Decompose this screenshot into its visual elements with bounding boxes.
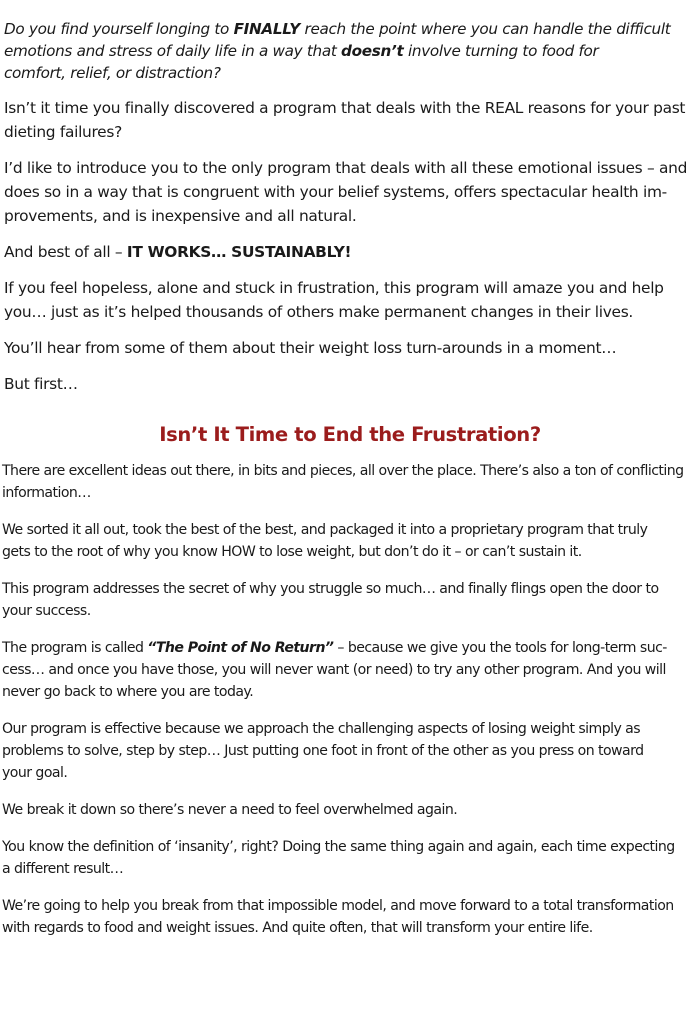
intro-line-1: Do you find yourself longing to FINALLY reach the point where you can handle the difficult [4, 20, 671, 38]
paragraph-introduce: I’d like to introduce you to the only program that deals with all these emotional issues – and does so in a way that is congruent with your belief systems, offers spectacular health im- provements, and is inexpensive and all natural. [4, 159, 688, 225]
body-section [0, 460, 700, 939]
emphasis-finally: FINALLY [233, 20, 300, 38]
section-headline: Isn’t It Time to End the Frustration? [159, 423, 541, 446]
paragraph-but-first: But first… [4, 375, 78, 393]
paragraph-real-reasons: Isn’t it time you finally discovered a program that deals with the REAL reasons for your past dieting failures? [4, 99, 686, 141]
paragraph-transform: We’re going to help you break from that impossible model, and move forward to a total transformation with regards to food and weight issues. And quite often, that will transform your entire life. [2, 898, 674, 936]
paragraph-addresses-secret: This program addresses the secret of why you struggle so much… and finally flings open the door to your success. [2, 581, 659, 619]
intro-section [0, 0, 700, 396]
emphasis-doesnt: doesn’t [341, 42, 404, 60]
paragraph-hear-from: You’ll hear from some of them about their weight loss turn-arounds in a moment… [4, 339, 617, 357]
paragraph-best-of-all: And best of all – IT WORKS… SUSTAINABLY! [4, 243, 352, 261]
paragraph-hopeless: If you feel hopeless, alone and stuck in frustration, this program will amaze you and help you… just as it’s helped thousands of others make permanent changes in their lives. [4, 279, 664, 321]
intro-line-3: comfort, relief, or distraction? [4, 64, 221, 82]
paragraph-effective: Our program is effective because we approach the challenging aspects of losing weight simply as problems to solve, step by step… Just putting one foot in front of the other as you press on toward your goal. [2, 721, 644, 781]
paragraph-excellent-ideas: There are excellent ideas out there, in bits and pieces, all over the place. There’s also a ton of conflicting information… [2, 463, 684, 501]
intro-line-2: emotions and stress of daily life in a way that doesn’t involve turning to food for [4, 42, 599, 60]
intro-paragraph [4, 18, 696, 84]
paragraph-sorted-out: We sorted it all out, took the best of the best, and packaged it into a proprietary program that truly gets to the root of why you know HOW to lose weight, but don’t do it – or can’t sustain it. [2, 522, 648, 560]
emphasis-it-works: IT WORKS… SUSTAINABLY! [126, 243, 352, 261]
paragraph-program-called: The program is called “The Point of No Return” – because we give you the tools for long-term suc- cess… and once you have those, you will never want (or need) to try any other program. And you will never go back to where you are today. [2, 640, 667, 700]
paragraph-break-down: We break it down so there’s never a need to feel overwhelmed again. [2, 802, 458, 818]
paragraph-insanity: You know the definition of ‘insanity’, right? Doing the same thing again and again, each time expecting a different result… [2, 839, 675, 877]
program-name: “The Point of No Return” [147, 640, 334, 656]
